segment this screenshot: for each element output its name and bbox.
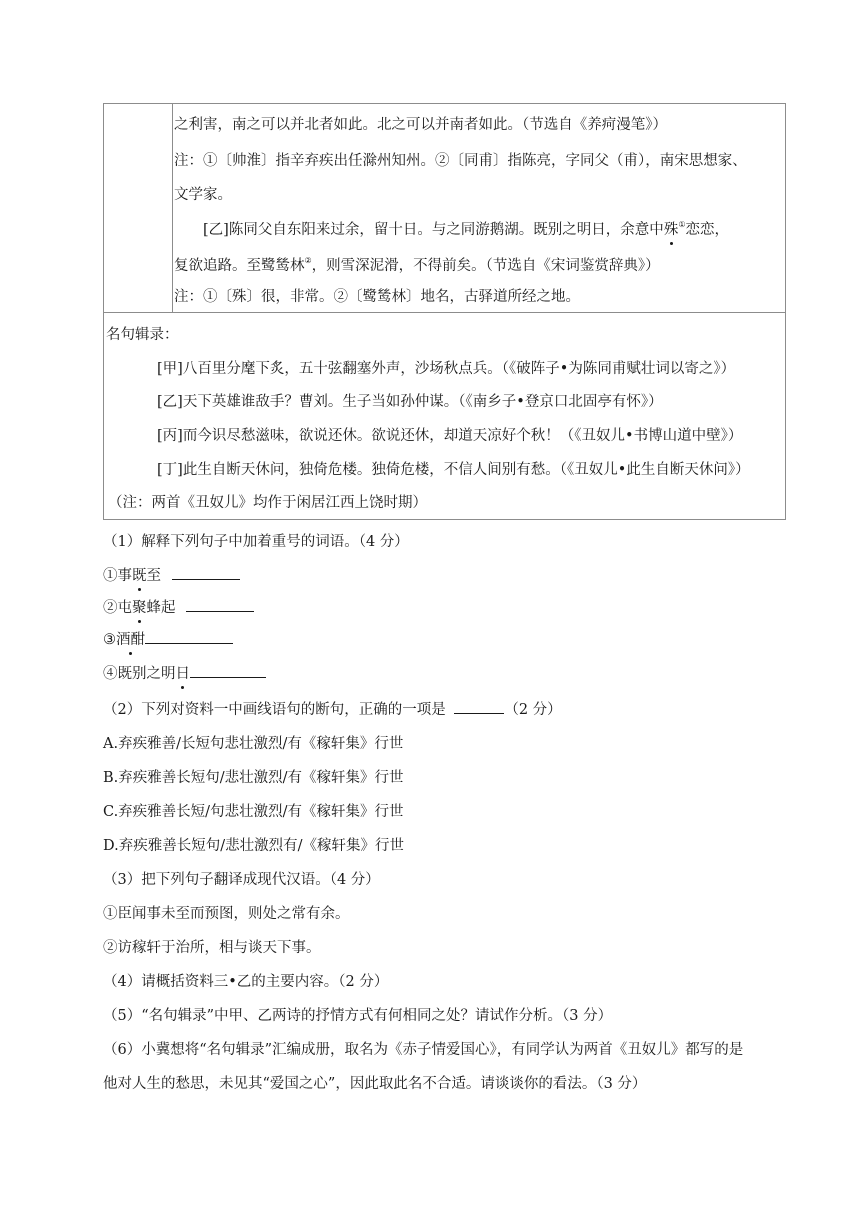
question-6-line-1: （6）小冀想将“名句辑录”汇编成册，取名为《赤子情爱国心》，有同学认为两首《丑奴儿》都写的是: [103, 1042, 744, 1058]
passage-yi-tail: 恋恋，: [685, 222, 729, 238]
q2-score: （2 分）: [504, 702, 562, 718]
question-4: （4）请概括资料三•乙的主要内容。（2 分）: [103, 974, 389, 990]
question-1-stem: （1）解释下列句子中加着重号的词语。（4 分）: [103, 534, 409, 550]
material-table: [103, 103, 786, 520]
q3-item-2: ②访稼轩于治所，相与谈天下事。: [103, 940, 321, 956]
passage-line: 之利害，南之可以并北者如此。北之可以并南者如此。（节选自《养疴漫笔》）: [174, 117, 667, 133]
emphasis-word: 酒酣: [116, 628, 145, 649]
question-5: （5）“名句辑录”中甲、乙两诗的抒情方式有何相同之处？请试作分析。（3 分）: [103, 1008, 613, 1024]
q1-item-text: ②屯: [103, 600, 132, 616]
q2-option-d: D.弃疾雅善长短句/悲壮激烈有/《稼轩集》行世: [103, 838, 404, 854]
q1-item-text: ①事: [103, 568, 132, 584]
q2-option-c: C.弃疾雅善长短/句悲壮激烈/有《稼轩集》行世: [103, 804, 404, 820]
mingju-item: [丙]而今识尽愁滋味，欲说还休。欲说还休，却道天凉好个秋！（《丑奴儿•书博山道中壁》）: [157, 428, 743, 444]
mingju-title: 名句辑录：: [106, 327, 179, 343]
footnote-mark-2: ②: [304, 256, 312, 265]
footnote-mark-1: ①: [678, 220, 686, 229]
table-row-divider: [104, 312, 785, 313]
answer-blank[interactable]: [454, 701, 504, 714]
passage-yi-tail-2: ，则雪深泥滑，不得前矣。（节选自《宋词鉴赏辞典》）: [311, 258, 660, 274]
passage-yi-text-2: 复欲追路。至鹭鸶林: [174, 258, 305, 274]
emphasis-word-shu: 殊: [664, 218, 679, 239]
emphasis-word: 日: [176, 662, 191, 683]
question-3-stem: （3）把下列句子翻译成现代汉语。（4 分）: [103, 872, 380, 888]
q1-item-2: [103, 596, 254, 617]
q2-option-b: B.弃疾雅善长短句/悲壮激烈/有《稼轩集》行世: [103, 770, 404, 786]
mingju-item: [甲]八百里分麾下炙，五十弦翻塞外声，沙场秋点兵。（《破阵子•为陈同甫赋壮词以寄之》）: [157, 361, 736, 377]
table-column-divider: [172, 104, 173, 312]
q1-item-1: [103, 564, 240, 585]
passage-yi-line-1: [203, 218, 729, 239]
question-2-stem: [103, 698, 562, 719]
q3-item-1: ①臣闻事未至而预图，则处之常有余。: [103, 906, 350, 922]
q1-item-3: [103, 628, 233, 649]
note-1-line: 注：①〔帅淮〕指辛弃疾出任滁州知州。②〔同甫〕指陈亮，字同父（甫），南宋思想家、: [174, 153, 747, 169]
answer-blank[interactable]: [186, 599, 254, 612]
mingju-item: [乙]天下英雄谁敌手？曹刘。生子当如孙仲谋。（《南乡子•登京口北固亭有怀》）: [157, 394, 663, 410]
q2-option-a: A.弃疾雅善/长短句悲壮激烈/有《稼轩集》行世: [103, 736, 404, 752]
question-6-line-2: 他对人生的愁思，未见其“爱国之心”，因此取此名不合适。请谈谈你的看法。（3 分）: [103, 1076, 647, 1092]
answer-blank[interactable]: [145, 631, 233, 644]
emphasis-word: 既: [132, 564, 147, 585]
note-2-line: 注：①〔殊〕很，非常。②〔鹭鸶林〕地名，古驿道所经之地。: [174, 289, 580, 305]
q1-item-text: ③: [103, 632, 116, 648]
q1-item-text: 至: [146, 568, 161, 584]
emphasis-word: 聚: [132, 596, 147, 617]
passage-yi-text: [乙]陈同父自东阳来过余，留十日。与之同游鹅湖。既别之明日，余意中: [203, 222, 664, 238]
note-1-line-cont: 文学家。: [174, 187, 232, 203]
q1-item-4: [103, 662, 266, 683]
mingju-item: [丁]此生自断天休问，独倚危楼。独倚危楼，不信人间别有愁。（《丑奴儿•此生自断天休问》）: [157, 462, 750, 478]
answer-blank[interactable]: [172, 567, 240, 580]
passage-yi-line-2: [174, 254, 660, 275]
mingju-note: （注：两首《丑奴儿》均作于闲居江西上饶时期）: [108, 495, 427, 511]
answer-blank[interactable]: [190, 665, 266, 678]
q2-stem-text: （2）下列对资料一中画线语句的断句，正确的一项是: [103, 702, 446, 718]
q1-item-text: 蜂起: [146, 600, 176, 616]
q1-item-text: ④既别之明: [103, 666, 176, 682]
